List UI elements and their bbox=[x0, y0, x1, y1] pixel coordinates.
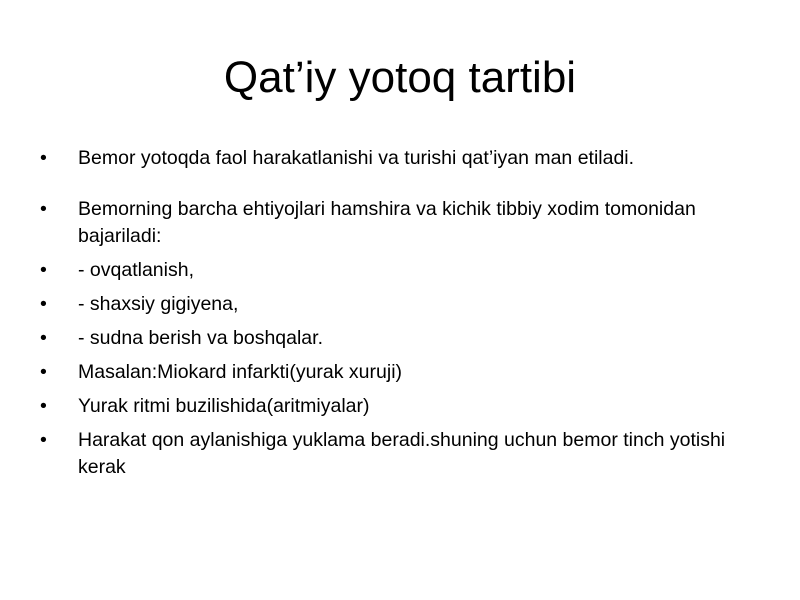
bullet-icon: • bbox=[40, 395, 47, 417]
bullet-text: - shaxsiy gigiyena, bbox=[78, 293, 239, 315]
bullet-item bbox=[40, 196, 740, 250]
bullet-text: Yurak ritmi buzilishida(aritmiyalar) bbox=[78, 395, 370, 417]
bullet-icon: • bbox=[40, 361, 47, 383]
bullet-item bbox=[40, 325, 740, 352]
bullet-text: Bemor yotoqda faol harakatlanishi va turishi qat’iyan man etiladi. bbox=[78, 147, 635, 169]
bullet-text: - sudna berish va boshqalar. bbox=[78, 327, 323, 349]
bullet-text: Bemorning barcha ehtiyojlari hamshira va kichik tibbiy xodim tomonidan bajariladi: bbox=[78, 198, 696, 247]
bullet-text: Masalan:Miokard infarkti(yurak xuruji) bbox=[78, 361, 403, 383]
bullet-icon: • bbox=[40, 147, 47, 169]
bullet-text: Harakat qon aylanishiga yuklama beradi.shuning uchun bemor tinch yotishi kerak bbox=[78, 429, 726, 478]
bullet-icon: • bbox=[40, 198, 47, 220]
bullet-icon: • bbox=[40, 293, 47, 315]
bullet-item bbox=[40, 359, 740, 386]
bullet-text: - ovqatlanish, bbox=[78, 259, 194, 281]
slide-title: Qat’iy yotoq tartibi bbox=[223, 53, 577, 102]
bullet-icon: • bbox=[40, 259, 47, 281]
bullet-item bbox=[40, 427, 740, 481]
bullet-icon: • bbox=[40, 327, 47, 349]
bullet-item bbox=[40, 291, 740, 318]
bullet-icon: • bbox=[40, 429, 47, 451]
bullet-item bbox=[40, 257, 740, 284]
bullet-list bbox=[40, 145, 740, 488]
bullet-item bbox=[40, 393, 740, 420]
bullet-item bbox=[40, 145, 740, 172]
